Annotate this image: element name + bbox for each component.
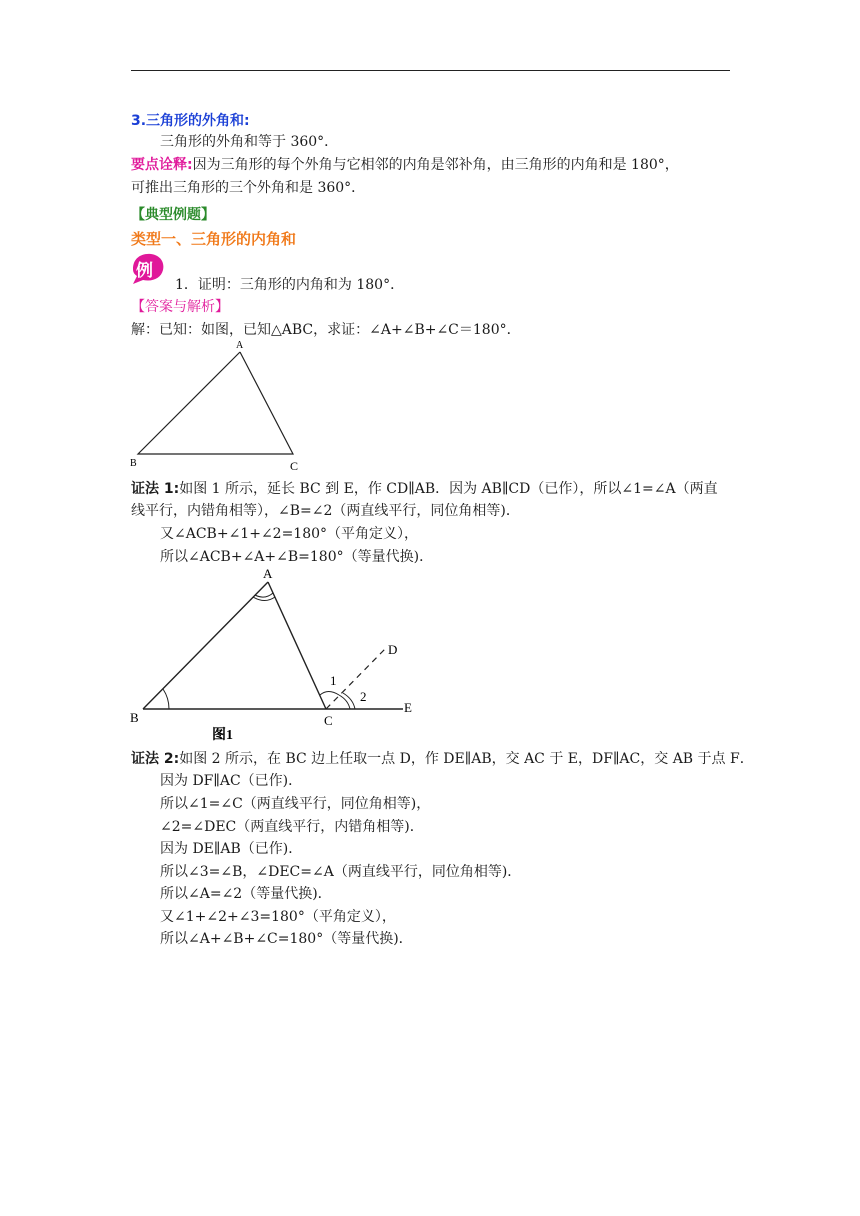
proof1-line4: 所以∠ACB+∠A+∠B=180°（等量代换)． [160, 549, 434, 565]
fig1-caption: 图1 [212, 728, 233, 743]
vertex-a-label: A [236, 340, 244, 351]
type1-heading: 类型一、三角形的内角和 [131, 230, 297, 248]
proof2-step: ∠2=∠DEC（两直线平行，内错角相等)． [160, 819, 424, 835]
proof2-step: 所以∠A+∠B+∠C=180°（等量代换)． [160, 931, 413, 947]
proof1-label: 证法 1: [131, 481, 180, 497]
example-badge-label: 例 [136, 261, 153, 281]
fig1-label-e: E [404, 700, 412, 715]
proof2-step: 所以∠A=∠2（等量代换)． [160, 886, 332, 902]
note-line-2: 可推出三角形的三个外角和是 360°． [131, 180, 366, 196]
fig1-label-d: D [388, 642, 398, 657]
fig1-angle-1: 1 [330, 673, 337, 688]
proof1-line2: 线平行，内错角相等），∠B=∠2（两直线平行，同位角相等)． [131, 503, 520, 519]
fig1-label-b: B [130, 710, 139, 725]
figure1-diagram [128, 562, 428, 744]
proof1-line1: 证法 1:如图 1 所示，延长 BC 到 E，作 CD∥AB．因为 AB∥CD（已作），所以∠1=∠A（两直 [131, 481, 718, 497]
fig1-label-a: A [263, 566, 273, 581]
fig1-label-c: C [324, 713, 333, 728]
example1-text: 1．证明：三角形的内角和为 180°． [175, 277, 405, 293]
proof2-step: 所以∠3=∠B，∠DEC=∠A（两直线平行，同位角相等)． [160, 864, 522, 880]
fig1-angle-2: 2 [360, 689, 367, 704]
proof2-step: 又∠1+∠2+∠3=180°（平角定义）， [160, 909, 396, 925]
proof2-line1: 证法 2:如图 2 所示，在 BC 边上任取一点 D，作 DE∥AB，交 AC 于 E，DF∥AC，交 AB 于点 F． [131, 751, 754, 767]
section-statement: 三角形的外角和等于 360°． [160, 134, 339, 150]
vertex-c-label: C [290, 459, 299, 473]
proof2-step: 所以∠1=∠C（两直线平行，同位角相等)， [160, 796, 431, 812]
proof1-line3: 又∠ACB+∠1+∠2=180°（平角定义）， [160, 526, 419, 542]
examples-heading: 【典型例题】 [131, 207, 215, 223]
section-heading: 3.三角形的外角和: [131, 113, 250, 129]
note-text: 因为三角形的每个外角与它相邻的内角是邻补角，由三角形的内角和是 180°， [192, 157, 679, 173]
note-line-1 [131, 156, 679, 174]
answer-heading: 【答案与解析】 [131, 299, 229, 315]
header-rule [131, 70, 730, 71]
proof2-label: 证法 2: [131, 751, 180, 767]
solution-intro: 解：已知：如图，已知△ABC，求证：∠A+∠B+∠C＝180°． [131, 322, 521, 338]
note-label: 要点诠释: [131, 157, 193, 173]
triangle-figure [128, 336, 308, 476]
vertex-b-label: B [130, 458, 137, 469]
proof2-step: 因为 DE∥AB（已作)． [160, 841, 303, 857]
proof2-step: 因为 DF∥AC（已作)． [160, 773, 303, 789]
